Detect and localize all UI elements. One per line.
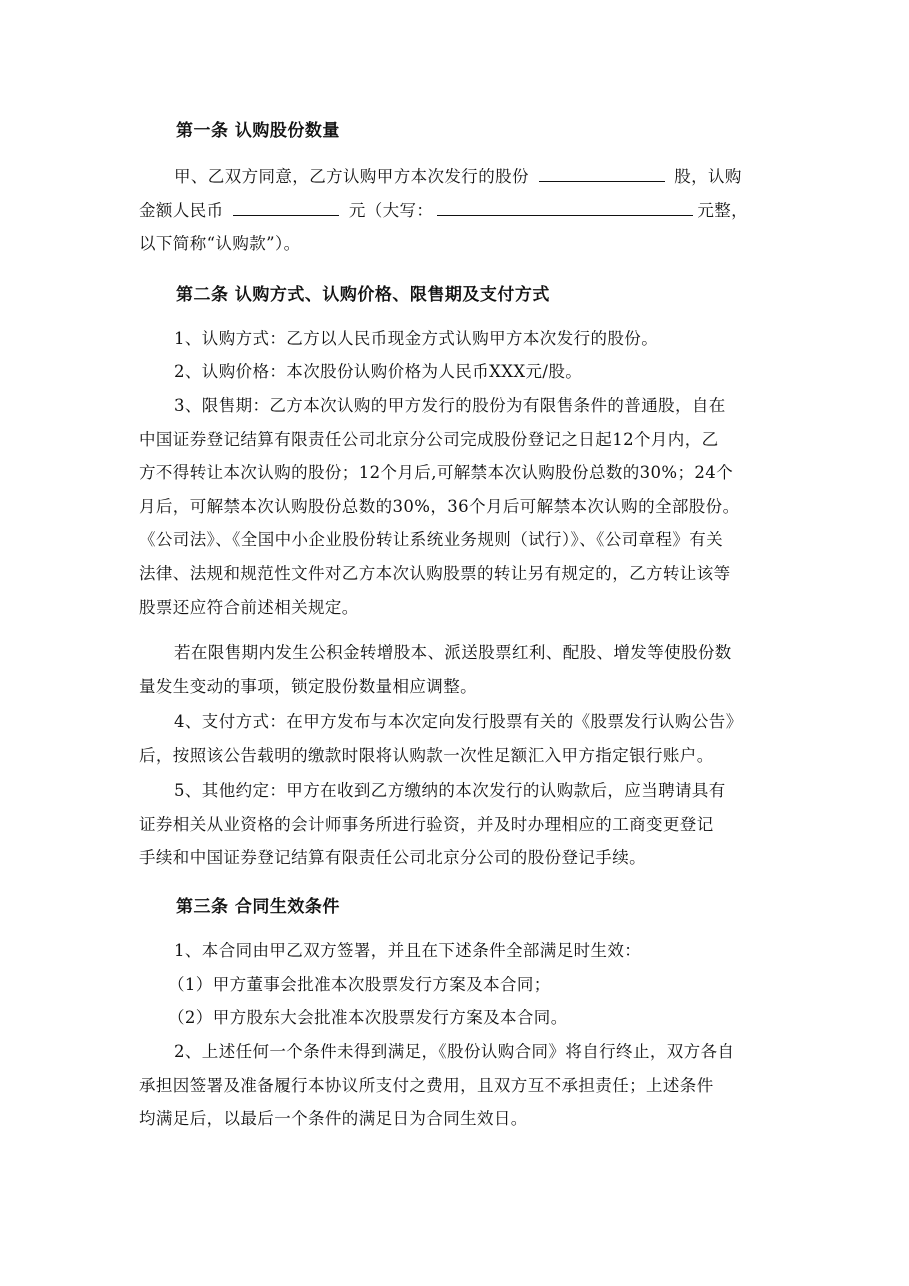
item-3-line: 方不得转让本次认购的股份；12个月后,可解禁本次认购股份总数的30%；24个 bbox=[139, 463, 734, 483]
item-3-line: 法律、法规和规范性文件对乙方本次认购股票的转让另有规定的，乙方转让该等 bbox=[139, 563, 731, 583]
section-1-text-e: 元整， bbox=[697, 200, 749, 220]
section-1-line-3: 以下简称“认购款”）。 bbox=[139, 234, 301, 254]
section-3-item-1 bbox=[139, 934, 773, 968]
section-1-text-c: 金额人民币 bbox=[139, 200, 224, 220]
section-2-item-1-text: 1、认购方式：乙方以人民币现金方式认购甲方本次发行的股份。 bbox=[174, 329, 659, 348]
item-4-line: 4、支付方式：在甲方发布与本次定向发行股票有关的《股票发行认购公告》 bbox=[174, 712, 743, 731]
section-1-line-1 bbox=[139, 160, 773, 194]
item-3b-line: 若在限售期内发生公积金转增股本、派送股票红利、配股、增发等使股份数 bbox=[174, 643, 732, 662]
item-3-line: 中国证券登记结算有限责任公司北京分公司完成股份登记之日起12个月内，乙 bbox=[139, 429, 719, 449]
section-3-item-2-line: 2、上述任何一个条件未得到满足，《股份认购合同》将自行终止，双方各自 bbox=[174, 1042, 735, 1061]
section-1-text-b: 股，认购 bbox=[674, 167, 742, 186]
section-1-text-d: 元（大写： bbox=[348, 200, 434, 220]
item-3-line: 3、限售期：乙方本次认购的甲方发行的股份为有限售条件的普通股，自在 bbox=[174, 396, 726, 415]
item-3-line: 《公司法》、《全国中小企业股份转让系统业务规则（试行）》、《公司章程》有关 bbox=[139, 530, 724, 550]
item-3b-line: 量发生变动的事项，锁定股份数量相应调整。 bbox=[139, 676, 477, 696]
section-2-item-4 bbox=[139, 705, 773, 772]
amount-blank bbox=[233, 197, 339, 216]
item-3-line: 月后，可解禁本次认购股份总数的30%，36个月后可解禁本次认购的全部股份。 bbox=[139, 496, 740, 516]
item-3-line: 股票还应符合前述相关规定。 bbox=[139, 597, 359, 617]
section-2-item-1 bbox=[139, 322, 773, 356]
section-2-item-3b bbox=[139, 636, 773, 703]
item-5-line: 证券相关从业资格的会计师事务所进行验资，并及时办理相应的工商变更登记 bbox=[139, 814, 714, 834]
section-3-item-2-line: 承担因签署及准备履行本协议所支付之费用，且双方互不承担责任；上述条件 bbox=[139, 1075, 714, 1095]
item-4-line: 后，按照该公告载明的缴款时限将认购款一次性足额汇入甲方指定银行账户。 bbox=[139, 745, 714, 765]
section-3-item-2 bbox=[139, 1035, 773, 1136]
section-3-item-1-text: 1、本合同由甲乙双方签署，并且在下述条件全部满足时生效： bbox=[174, 941, 642, 960]
share-quantity-blank bbox=[539, 163, 665, 182]
section-1-text-a: 甲、乙双方同意，乙方认购甲方本次发行的股份 bbox=[174, 167, 529, 186]
amount-in-words-blank bbox=[437, 197, 693, 216]
section-2-item-2 bbox=[139, 355, 773, 389]
section-1-line-2 bbox=[139, 194, 773, 228]
section-2-item-3 bbox=[139, 389, 773, 624]
section-2-item-5 bbox=[139, 774, 773, 875]
section-3-title: 第三条 合同生效条件 bbox=[176, 897, 340, 917]
section-2-item-2-text: 2、认购价格：本次股份认购价格为人民币XXX元/股。 bbox=[174, 362, 583, 381]
condition-1: （1）甲方董事会批准本次股票发行方案及本合同； bbox=[168, 975, 551, 994]
item-5-line: 5、其他约定：甲方在收到乙方缴纳的本次发行的认购款后，应当聘请具有 bbox=[174, 781, 726, 800]
condition-2: （2）甲方股东大会批准本次股票发行方案及本合同。 bbox=[168, 1008, 568, 1027]
section-3-item-2-line: 均满足后，以最后一个条件的满足日为合同生效日。 bbox=[139, 1109, 528, 1129]
section-1-title: 第一条 认购股份数量 bbox=[176, 121, 340, 141]
section-2-title: 第二条 认购方式、认购价格、限售期及支付方式 bbox=[176, 285, 550, 305]
section-1-body bbox=[139, 160, 773, 261]
item-5-line: 手续和中国证券登记结算有限责任公司北京分公司的股份登记手续。 bbox=[139, 848, 646, 868]
